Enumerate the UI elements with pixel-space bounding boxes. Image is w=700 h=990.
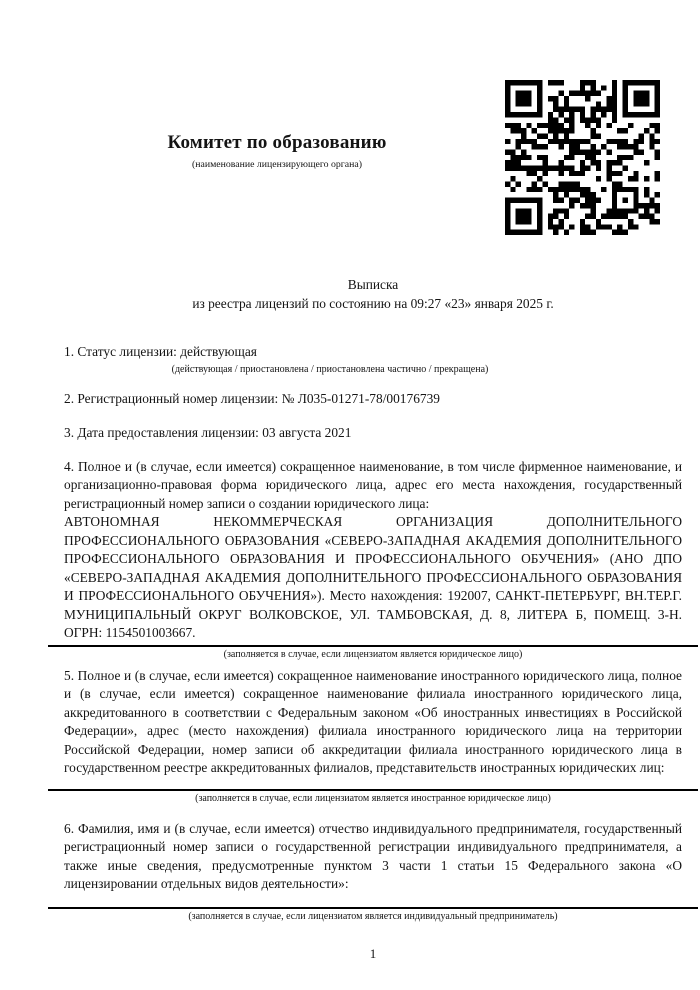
field-grant-date: 3. Дата предоставления лицензии: 03 августа 2021 [64,425,352,440]
license-status-caption: (действующая / приостановлена / приостановлена частично / прекращена) [171,363,489,375]
license-status-text: 1. Статус лицензии: действующая [64,344,257,359]
fill-line-legal-entity [48,645,698,647]
document-title [64,276,682,313]
field-registration-number: 2. Регистрационный номер лицензии: № Л035-01271-78/00176739 [64,390,440,406]
foreign-entity-caption: (заполняется в случае, если лицензиатом является иностранное юридическое лицо) [195,792,551,804]
legal-entity-value: АВТОНОМНАЯ НЕКОММЕРЧЕСКАЯ ОРГАНИЗАЦИЯ ДОПОЛНИТЕЛЬНОГО ПРОФЕССИОНАЛЬНОГО ОБРАЗОВАНИЯ «СЕВЕРО-ЗАПАДНАЯ АКАДЕМИЯ ДОПОЛНИТЕЛЬНОГО ПРОФЕССИОНАЛЬНОГО ОБРАЗОВАНИЯ И ПРОФЕССИОНАЛЬНОГО ОБУЧЕНИЯ» (АНО ДПО «СЕВЕРО-ЗАПАДНАЯ АКАДЕМИЯ ДОПОЛНИТЕЛЬНОГО ПРОФЕССИОНАЛЬНОГО ОБРАЗОВАНИЯ И ПРОФЕССИОНАЛЬНОГО ОБУЧЕНИЯ»). Место нахождения: 192007, САНКТ-ПЕТЕРБУРГ, ВН.ТЕР.Г. МУНИЦИПАЛЬНЫЙ ОКРУГ ВОЛКОВСКОЕ, УЛ. ТАМБОВСКАЯ, Д. 8, ЛИТЕРА Б, ПОМЕЩ. 3-Н. ОГРН: 1154501003667. [64,514,682,640]
fill-line-individual-entrepreneur [48,907,698,909]
authority-caption: (наименование лицензирующего органа) [191,159,362,170]
licensing-authority-block [0,131,554,171]
individual-entrepreneur-label: 6. Фамилия, имя и (в случае, если имеется) отчество индивидуального предпринимателя, государственный регистрационный номер записи о государственной регистрации индивидуального предпринимателя, а также иные сведения, предусмотренные пунктом 3 части 1 статьи 15 Федерального закона «О лицензировании отдельных видов деятельности»: [64,820,682,891]
field-legal-entity [64,458,682,661]
field-individual-entrepreneur [64,820,682,923]
individual-entrepreneur-caption: (заполняется в случае, если лицензиатом является индивидуальный предприниматель) [188,910,558,922]
qr-code-icon [505,80,660,235]
authority-name: Комитет по образованию [167,132,387,153]
field-license-status [64,343,682,376]
field-foreign-entity [64,667,682,805]
page-number: 1 [369,945,377,961]
legal-entity-caption: (заполняется в случае, если лицензиатом является юридическое лицо) [223,648,523,660]
document-body [64,276,682,963]
document-title-line1: Выписка [347,277,399,292]
foreign-entity-label: 5. Полное и (в случае, если имеется) сокращенное наименование иностранного юридического лица, полное и (в случае, если имеется) сокращенное наименование филиала иностранного юридического лица, аккредитованного в соответствии с Федеральным законом «Об иностранных инвестициях в Российской Федерации», адрес (место нахождения) филиала иностранного юридического лица на территории Российской Федерации, номер записи об аккредитации филиала иностранного юридического лица в государственном реестре аккредитованных филиалов, представительств иностранных юридических лиц: [64,667,682,775]
legal-entity-label: 4. Полное и (в случае, если имеется) сокращенное наименование, в том числе фирменное наименование, и организационно-правовая форма юридического лица, адрес его места нахождения, государственный регистрационный номер записи о создании юридического лица: [64,458,682,511]
document-title-line2: из реестра лицензий по состоянию на 09:27 «23» января 2025 г. [192,295,554,311]
fill-line-foreign-entity [48,789,698,791]
